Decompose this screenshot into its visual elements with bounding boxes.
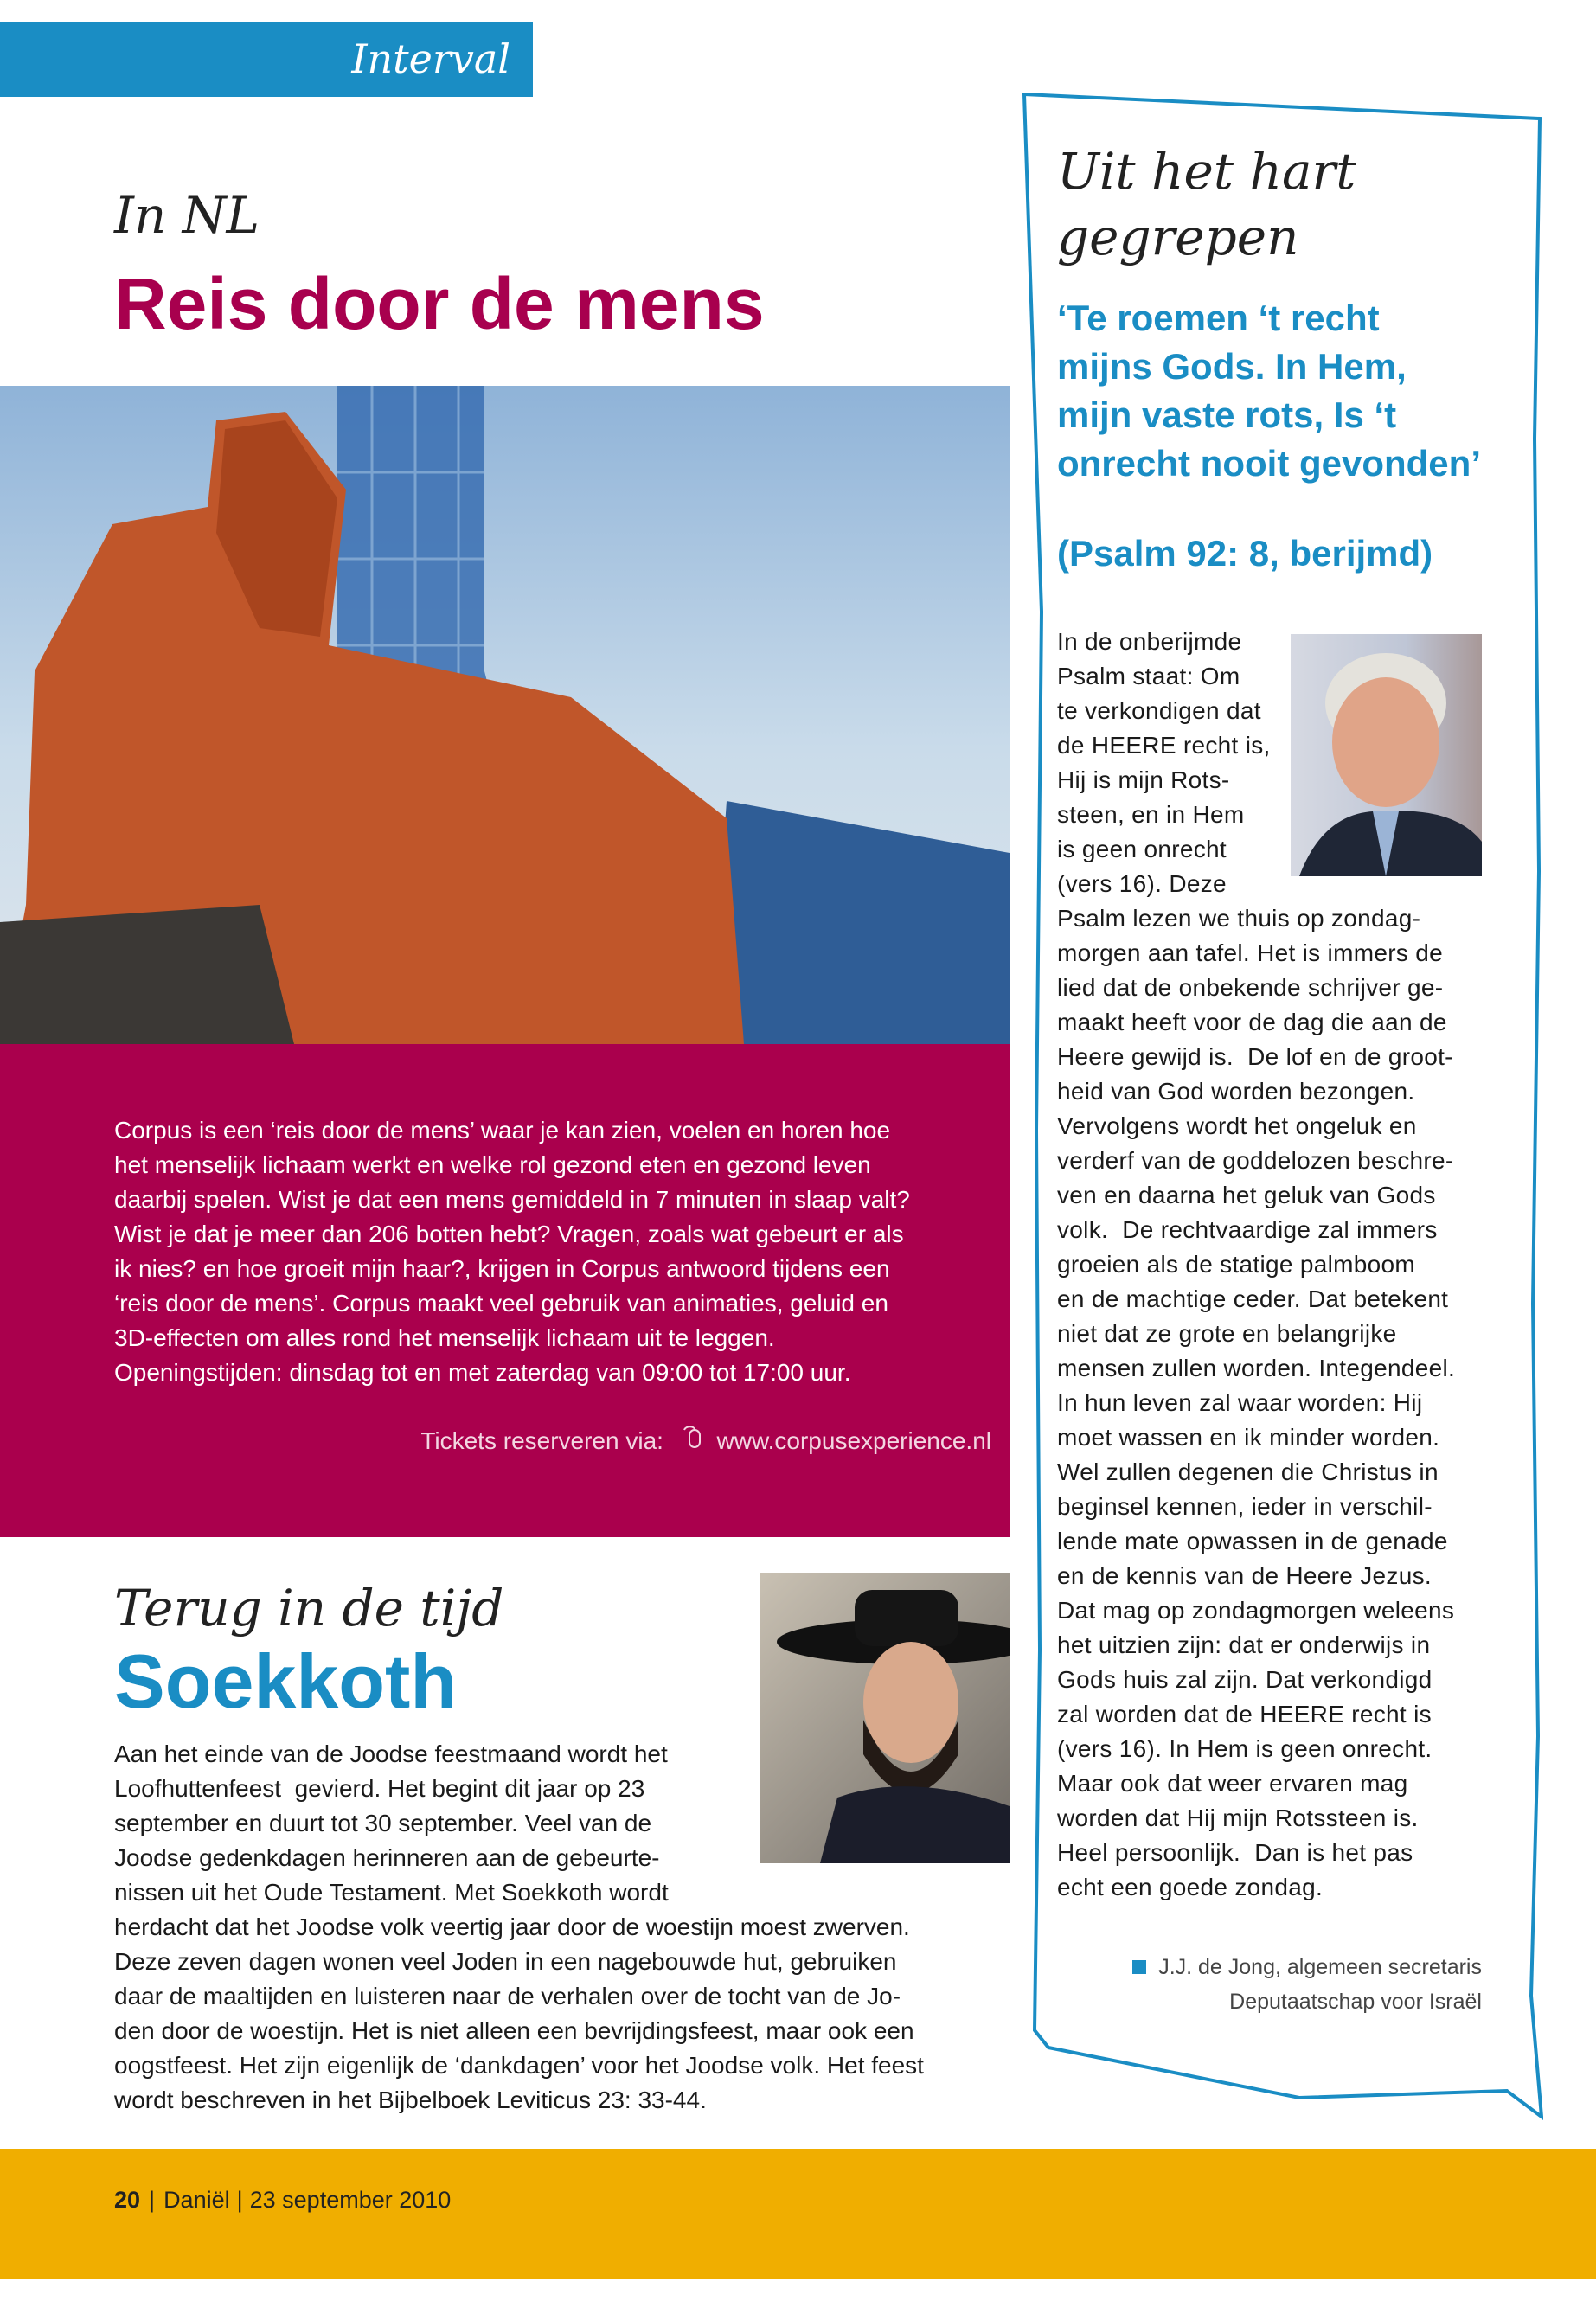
body-line: Openingstijden: dinsdag tot en met zaterdag van 09:00 tot 17:00 uur. — [114, 1359, 851, 1386]
body-line: Wist je dat je meer dan 206 botten hebt? Vragen, zoals wat gebeurt er als — [114, 1221, 904, 1247]
body-line: verderf van de goddelozen beschre- — [1057, 1147, 1454, 1174]
square-bullet-icon — [1132, 1960, 1146, 1974]
body-line: steen, en in Hem — [1057, 801, 1245, 828]
mouse-icon — [683, 1425, 702, 1457]
body-line: Heere gewijd is. De lof en de groot- — [1057, 1043, 1453, 1070]
body-line: oogstfeest. Het zijn eigenlijk de ‘dankdagen’ voor het Joodse volk. Het feest — [114, 2052, 924, 2079]
body-line: lied dat de onbekende schrijver ge- — [1057, 974, 1444, 1001]
body-line: Psalm staat: Om — [1057, 663, 1240, 689]
corpus-info-panel — [0, 1044, 1010, 1537]
tickets-link[interactable]: www.corpusexperience.nl — [716, 1427, 991, 1454]
sidebar-signature — [1132, 1950, 1482, 2019]
sidebar-reference: (Psalm 92: 8, berijmd) — [1057, 533, 1433, 574]
quote-line: onrecht nooit gevonden’ — [1057, 443, 1481, 484]
body-line: 3D-effecten om alles rond het menselijk lichaam uit te leggen. — [114, 1324, 775, 1351]
body-line: het menselijk lichaam werkt en welke rol gezond eten en gezond leven — [114, 1151, 871, 1178]
article1-title: Reis door de mens — [114, 263, 765, 344]
body-line: herdacht dat het Joodse volk veertig jaar door de woestijn moest zwerven. — [114, 1913, 910, 1940]
author-org: Deputaatschap voor Israël — [1229, 1990, 1482, 2014]
body-line: wordt beschreven in het Bijbelboek Leviticus 23: 33-44. — [114, 2086, 707, 2113]
body-line: september en duurt tot 30 september. Veel van de — [114, 1810, 652, 1836]
body-line: beginsel kennen, ieder in verschil- — [1057, 1493, 1433, 1520]
body-line: nissen uit het Oude Testament. Met Soekkoth wordt — [114, 1879, 669, 1906]
body-line: ‘reis door de mens’. Corpus maakt veel gebruik van animaties, geluid en — [114, 1290, 888, 1317]
body-line: daar de maaltijden en luisteren naar de verhalen over de tocht van de Jo- — [114, 1983, 901, 2009]
body-line: mensen zullen worden. Integendeel. — [1057, 1355, 1456, 1381]
page-number: 20 — [114, 2187, 141, 2213]
footer-text: 20 | Daniël | 23 september 2010 — [114, 2187, 452, 2213]
body-line: In hun leven zal waar worden: Hij — [1057, 1389, 1423, 1416]
body-line: Corpus is een ‘reis door de mens’ waar je kan zien, voelen en horen hoe — [114, 1117, 891, 1144]
body-line: ik nies? en hoe groeit mijn haar?, krijgen in Corpus antwoord tijdens een — [114, 1255, 890, 1282]
issue-date: 23 september 2010 — [249, 2187, 452, 2213]
body-line: Hij is mijn Rots- — [1057, 766, 1230, 793]
body-line: Vervolgens wordt het ongeluk en — [1057, 1112, 1417, 1139]
body-line: morgen aan tafel. Het is immers de — [1057, 939, 1443, 966]
sidebar-quote — [1057, 294, 1481, 488]
article2-body — [114, 1737, 924, 2118]
title-line: Uit het hart — [1057, 142, 1356, 201]
body-line: Heel persoonlijk. Dan is het pas — [1057, 1839, 1413, 1866]
author-name: J.J. de Jong, algemeen secretaris — [1158, 1955, 1482, 1979]
page-footer — [0, 2149, 1596, 2279]
article1-kicker: In NL — [114, 186, 260, 245]
body-line: moet wassen en ik minder worden. — [1057, 1424, 1440, 1451]
title-line: gegrepen — [1057, 208, 1299, 266]
section-tab: Interval — [0, 22, 533, 97]
sidebar-body — [1057, 625, 1455, 1905]
body-line: het uitzien zijn: dat er onderwijs in — [1057, 1631, 1431, 1658]
body-line: maakt heeft voor de dag die aan de — [1057, 1009, 1447, 1035]
body-line: en de machtige ceder. Dat betekent — [1057, 1285, 1449, 1312]
article2-kicker: Terug in de tijd — [114, 1579, 504, 1638]
body-line: echt een goede zondag. — [1057, 1874, 1324, 1900]
body-line: (vers 16). Deze — [1057, 870, 1227, 897]
article1-body — [114, 1113, 910, 1390]
quote-line: mijn vaste rots, Is ‘t — [1057, 394, 1397, 435]
body-line: volk. De rechtvaardige zal immers — [1057, 1216, 1438, 1243]
body-line: heid van God worden bezongen. — [1057, 1078, 1415, 1105]
body-line: Dat mag op zondagmorgen weleens — [1057, 1597, 1455, 1624]
tickets-line — [420, 1425, 991, 1457]
body-line: Loofhuttenfeest gevierd. Het begint dit jaar op 23 — [114, 1775, 645, 1802]
body-line: Maar ook dat weer ervaren mag — [1057, 1770, 1408, 1797]
corpus-building-photo — [0, 386, 1010, 1044]
quote-line: mijns Gods. In Hem, — [1057, 346, 1407, 387]
body-line: Deze zeven dagen wonen veel Joden in een nagebouwde hut, gebruiken — [114, 1948, 897, 1975]
body-line: te verkondigen dat — [1057, 697, 1261, 724]
body-line: Wel zullen degenen die Christus in — [1057, 1458, 1439, 1485]
body-line: In de onberijmde — [1057, 628, 1242, 655]
article2-title: Soekkoth — [114, 1638, 458, 1724]
quote-line: ‘Te roemen ‘t recht — [1057, 298, 1380, 338]
body-line: lende mate opwassen in de genade — [1057, 1528, 1448, 1554]
body-line: Aan het einde van de Joodse feestmaand wordt het — [114, 1740, 668, 1767]
body-line: ven en daarna het geluk van Gods — [1057, 1182, 1436, 1208]
body-line: Psalm lezen we thuis op zondag- — [1057, 905, 1421, 932]
body-line: daarbij spelen. Wist je dat een mens gemiddeld in 7 minuten in slaap valt? — [114, 1186, 910, 1213]
body-line: en de kennis van de Heere Jezus. — [1057, 1562, 1432, 1589]
body-line: Joodse gedenkdagen herinneren aan de gebeurte- — [114, 1844, 660, 1871]
body-line: (vers 16). In Hem is geen onrecht. — [1057, 1735, 1433, 1762]
body-line: zal worden dat de HEERE recht is — [1057, 1701, 1432, 1727]
body-line: Gods huis zal zijn. Dat verkondigd — [1057, 1666, 1433, 1693]
sidebar-title — [1057, 138, 1356, 270]
body-line: is geen onrecht — [1057, 836, 1227, 862]
magazine-name: Daniël — [163, 2187, 230, 2213]
body-line: den door de woestijn. Het is niet alleen een bevrijdingsfeest, maar ook een — [114, 2017, 914, 2044]
tickets-label: Tickets reserveren via: — [420, 1427, 663, 1454]
body-line: groeien als de statige palmboom — [1057, 1251, 1415, 1278]
body-line: de HEERE recht is, — [1057, 732, 1271, 759]
body-line: niet dat ze grote en belangrijke — [1057, 1320, 1397, 1347]
body-line: worden dat Hij mijn Rotssteen is. — [1057, 1804, 1419, 1831]
